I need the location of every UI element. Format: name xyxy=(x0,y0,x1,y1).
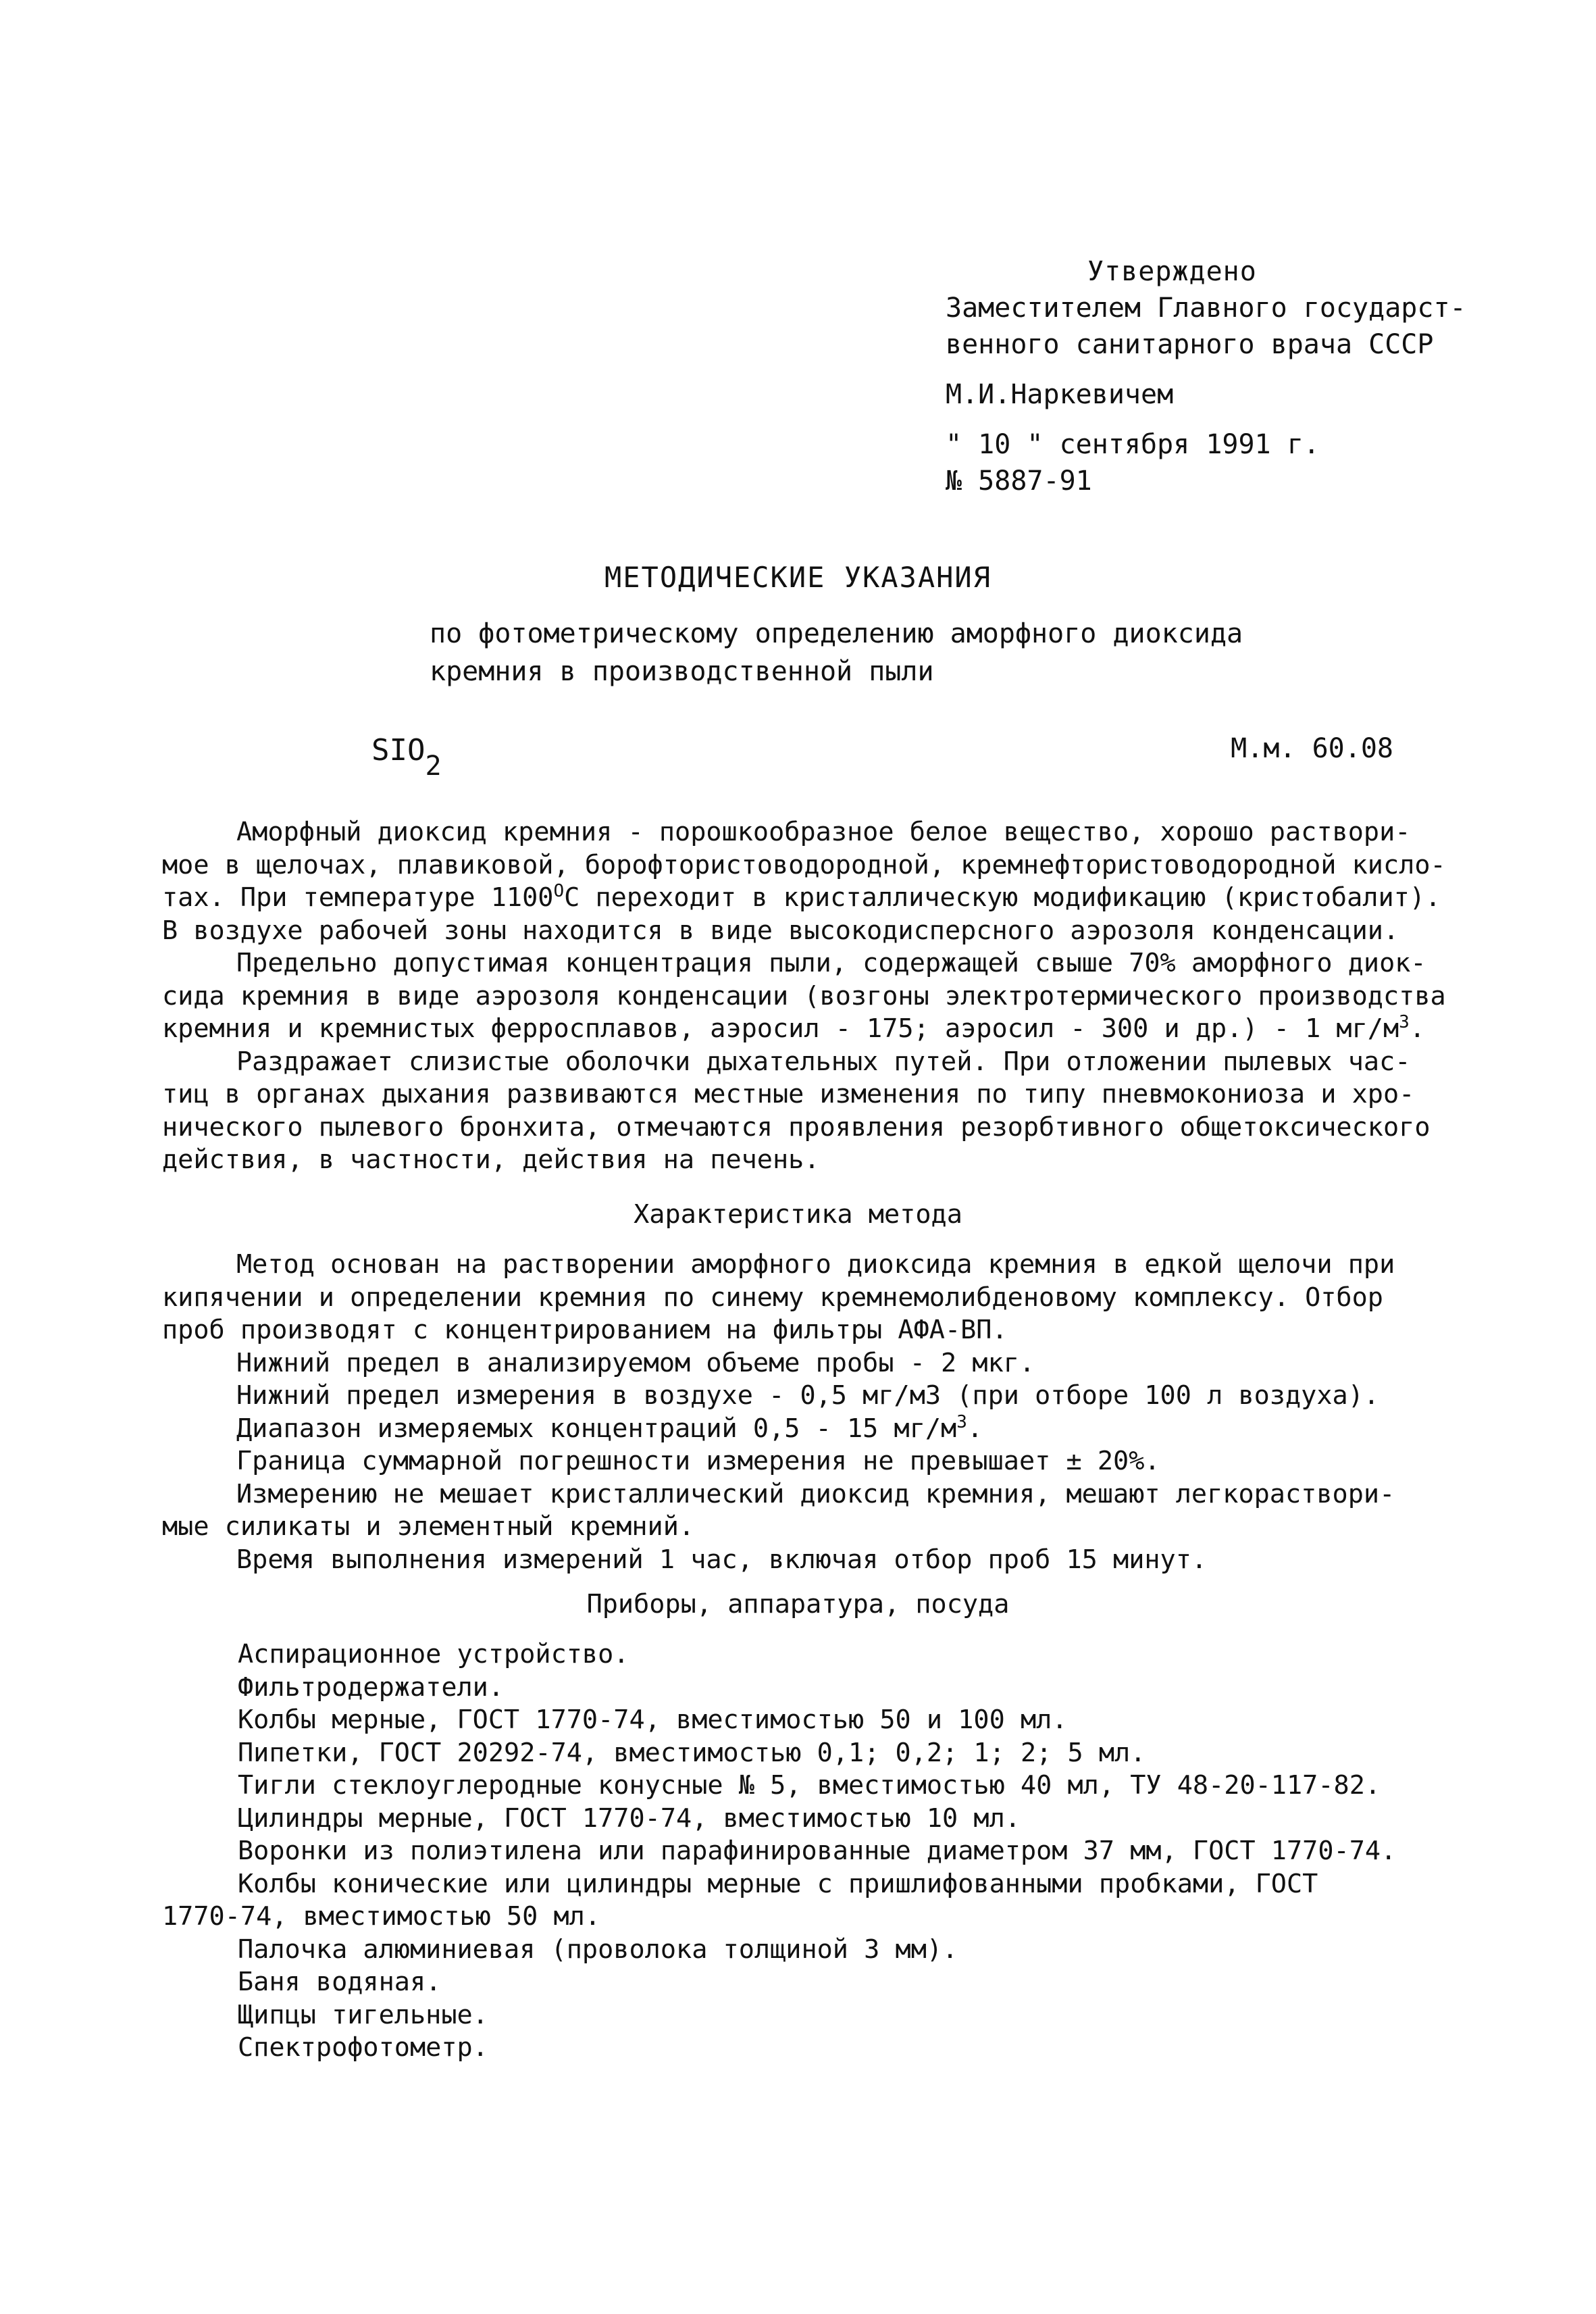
text-line: нического пылевого бронхита, отмечаются проявления резорбтивного общетоксического xyxy=(162,1111,1431,1142)
approval-line: Заместителем Главного государст- xyxy=(946,293,1466,324)
list-item: Щипцы тигельные. xyxy=(238,1999,488,2030)
subtitle-line: кремния в производственной пыли xyxy=(430,656,934,687)
section-heading-method: Характеристика метода xyxy=(634,1199,962,1230)
text-line: мые силикаты и элементный кремний. xyxy=(162,1511,695,1542)
approval-date: " 10 " сентября 1991 г. xyxy=(946,429,1320,460)
text-line: Измерению не мешает кристаллический диоксид кремния, мешают легкораствори- xyxy=(236,1478,1395,1509)
superscript: 3 xyxy=(1399,1012,1410,1032)
document-subtitle xyxy=(430,615,1243,690)
approval-block xyxy=(946,253,1466,499)
text-line: кипячении и определении кремния по синему кремнемолибденовому комплексу. Отбор xyxy=(162,1282,1383,1313)
document-title: МЕТОДИЧЕСКИЕ УКАЗАНИЯ xyxy=(604,561,992,594)
text-line: Предельно допустимая концентрация пыли, содержащей свыше 70% аморфного диок- xyxy=(236,948,1426,978)
text-line: тах. При температуре $1100^ОС$ переходит в кристаллическую модификацию (кристобалит). xyxy=(162,881,1441,913)
list-item: Баня водяная. xyxy=(238,1967,442,1997)
text-line: тиц в органах дыхания развиваются местные изменения по типу пневмокониоза и хро- xyxy=(162,1079,1415,1109)
text-line: Граница суммарной погрешности измерения не превышает ± 20%. xyxy=(236,1446,1160,1476)
molar-mass: М.м. 60.08 xyxy=(1231,733,1393,764)
superscript: О xyxy=(553,881,565,901)
plus-minus-symbol: ± xyxy=(1066,1446,1082,1476)
text-line: Диапазон измеряемых концентраций 0,5 - 15 $мг/м^3$. xyxy=(236,1411,983,1444)
formula-base: SIO xyxy=(371,733,426,768)
approval-number: № 5887-91 xyxy=(946,466,1092,497)
section-heading-equipment: Приборы, аппаратура, посуда xyxy=(586,1589,1010,1619)
text-line: действия, в частности, действия на печень. xyxy=(162,1145,820,1175)
approval-line: венного санитарного врача СССР xyxy=(946,329,1434,360)
method-section xyxy=(162,1249,1466,1576)
formula-subscript: 2 xyxy=(425,751,442,782)
text-line: Нижний предел в анализируемом объеме пробы - 2 мкг. xyxy=(236,1347,1035,1378)
text-line: сида кремния в виде аэрозоля конденсации (возгоны электротермического производства xyxy=(162,980,1446,1011)
list-item: Спектрофотометр. xyxy=(238,2032,488,2063)
text-line: Метод основан на растворении аморфного диоксида кремния в едкой щелочи при xyxy=(236,1249,1395,1280)
text-line: Нижний предел измерения в воздухе - 0,5 мг/м3 (при отборе 100 л воздуха). xyxy=(236,1380,1380,1411)
list-item: Воронки из полиэтилена или парафинированные диаметром 37 мм, ГОСТ 1770-74. xyxy=(238,1836,1397,1866)
text-line: Время выполнения измерений 1 час, включая отбор проб 15 минут. xyxy=(236,1544,1208,1575)
text-line: В воздухе рабочей зоны находится в виде высокодисперсного аэрозоля конденсации. xyxy=(162,915,1399,946)
text-line: мое в щелочах, плавиковой, борофтористоводородной, кремнефтористоводородной кисло- xyxy=(162,849,1446,880)
text-line: кремния и кремнистых ферросплавов, аэросил - 175; аэросил - 300 и др.) - 1 $мг/м^3$. xyxy=(162,1012,1425,1044)
text-line: Аморфный диоксид кремния - порошкообразное белое вещество, хорошо раствори- xyxy=(236,817,1411,847)
subtitle-line: по фотометрическому определению аморфного диоксида xyxy=(430,618,1243,649)
approval-title: Утверждено xyxy=(1087,256,1257,287)
approval-signatory: М.И.Наркевичем xyxy=(946,379,1174,410)
list-item: 1770-74, вместимостью 50 мл. xyxy=(162,1901,601,1932)
equipment-list xyxy=(162,1638,1466,2065)
list-item: Колбы конические или цилиндры мерные с пришлифованными пробками, ГОСТ xyxy=(238,1868,1318,1899)
list-item: Тигли стеклоуглеродные конусные № 5, вместимостью 40 мл, ТУ 48-20-117-82. xyxy=(238,1770,1381,1801)
text-line: Раздражает слизистые оболочки дыхательных путей. При отложении пылевых час- xyxy=(236,1046,1411,1077)
intro-section xyxy=(162,816,1466,1177)
list-item: Палочка алюминиевая (проволока толщиной 3 мм). xyxy=(238,1934,958,1965)
superscript: 3 xyxy=(956,1411,967,1432)
list-item: Цилиндры мерные, ГОСТ 1770-74, вместимостью 10 мл. xyxy=(238,1803,1021,1834)
list-item: Пипетки, ГОСТ 20292-74, вместимостью 0,1; 0,2; 1; 2; 5 мл. xyxy=(238,1737,1146,1768)
text-line: проб производят с концентрированием на фильтры АФА-ВП. xyxy=(162,1315,1008,1345)
list-item: Фильтродержатели. xyxy=(238,1671,505,1703)
list-item: Колбы мерные, ГОСТ 1770-74, вместимостью 50 и 100 мл. xyxy=(238,1705,1068,1735)
chemical-formula xyxy=(371,733,442,782)
list-item: Аспирационное устройство. xyxy=(238,1639,629,1669)
